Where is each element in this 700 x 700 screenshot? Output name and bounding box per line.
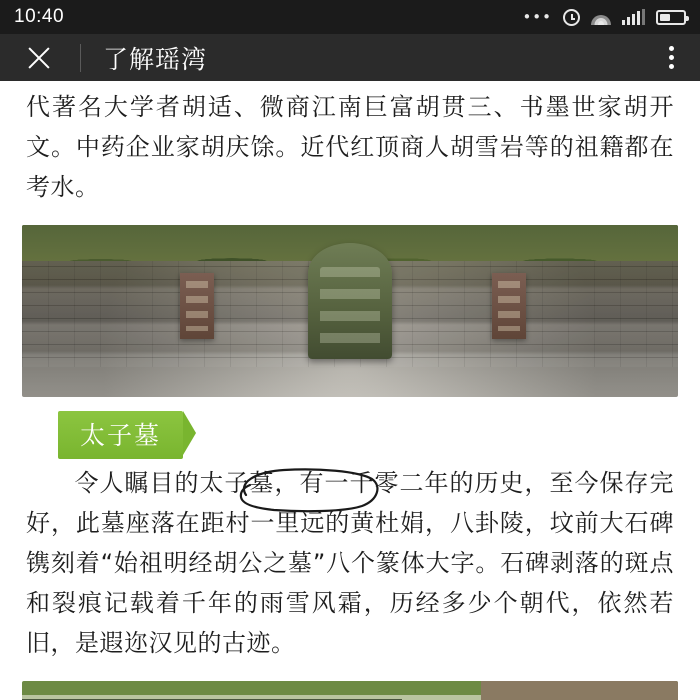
paragraph-intro: 代著名大学者胡适、微商江南巨富胡贯三、书墨世家胡开文。中药企业家胡庆馀。近代红顶商人胡雪岩等的祖籍都在考水。 — [26, 93, 674, 201]
signal-icon — [622, 9, 645, 25]
paragraph-main-text: 令人瞩目的太子墓，有一千零二年的历史，至今保存完好，此墓座落在距村一里远的黄杜娟，八卦陵，坟前大石碑镌刻着“始祖明经胡公之墓”八个篆体大字。石碑剥落的斑点和裂痕记载着千年的雨雪风霜，历经多少个朝代，依然若旧，是遐迩汉见的古迹。 — [26, 469, 674, 657]
tomb-photo[interactable] — [22, 225, 678, 397]
status-bar — [0, 0, 700, 34]
article-content[interactable] — [0, 81, 700, 700]
battery-icon — [656, 10, 686, 25]
tomb-photo-right-stele — [492, 273, 526, 339]
close-icon[interactable] — [26, 45, 52, 71]
titlebar-divider — [80, 44, 81, 72]
paragraph-main — [0, 463, 700, 663]
kebab-menu-icon[interactable] — [658, 42, 684, 73]
tomb-photo-center-stele — [308, 243, 392, 359]
page-title: 了解瑶湾 — [103, 44, 208, 74]
tomb-photo-left-stele — [180, 273, 214, 339]
alarm-icon — [563, 9, 580, 26]
status-icon-group — [522, 9, 686, 26]
wifi-icon — [591, 10, 611, 25]
status-clock: 10:40 — [14, 6, 65, 27]
village-photo[interactable] — [22, 681, 678, 700]
more-dots-icon: ••• — [522, 7, 552, 26]
section-tag-row — [0, 397, 700, 463]
title-bar — [0, 34, 700, 81]
section-tag: 太子墓 — [58, 411, 183, 459]
